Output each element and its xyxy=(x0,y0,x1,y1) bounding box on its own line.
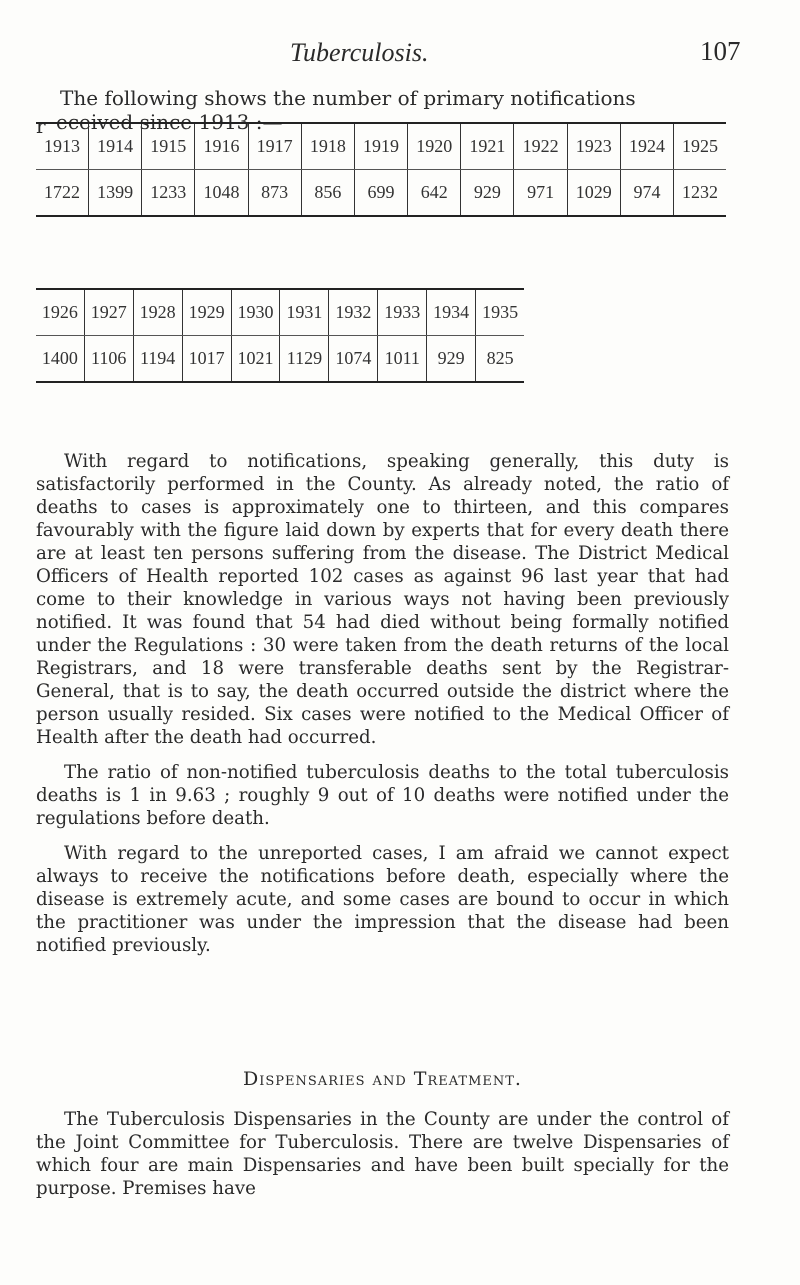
count-cell: 929 xyxy=(427,336,476,383)
year-cell: 1919 xyxy=(354,123,407,170)
count-cell: 1232 xyxy=(682,182,719,202)
running-title: Tuberculosis. xyxy=(290,38,429,67)
notifications-table-1913-1925 xyxy=(36,122,726,217)
running-head xyxy=(0,30,800,66)
count-cell: 825 xyxy=(486,348,514,368)
year-cell: 1926 xyxy=(36,289,84,336)
intro-line-2: eceived since 1913 :— xyxy=(56,110,283,134)
section-heading: Dispensaries and Treatment. xyxy=(243,1068,522,1090)
count-cell: 873 xyxy=(248,170,301,217)
count-cell: 1722 xyxy=(36,170,88,217)
count-cell: 1048 xyxy=(195,170,248,217)
count-cell: 1400 xyxy=(36,336,84,383)
paragraph: With regard to notifications, speaking generally, this duty is satisfactorily performed in the County. As already noted, the ratio of deaths to cases is approximately one to thirteen, and this compares favourably with the figure laid down by experts that for every death there are at least ten persons suffering from the disease. The District Medical Officers of Health reported 102 cases as against 96 last year that had come to their knowledge in various ways not having been previously notified. It was found that 54 had died without being formally notified under the Regulations : 30 were taken from the death returns of the local Registrars, and 18 were transferable deaths sent by the Registrar-General, that is to say, the death occurred outside the district where the person usually resided. Six cases were notified to the Medical Officer of Health after the death had occurred. xyxy=(36,451,729,748)
notifications-table-1926-1935 xyxy=(36,288,524,383)
count-cell: 1233 xyxy=(142,170,195,217)
year-cell: 1923 xyxy=(567,123,620,170)
year-cell: 1930 xyxy=(231,289,280,336)
count-cell: 1399 xyxy=(88,170,141,217)
year-cell: 1932 xyxy=(329,289,378,336)
paragraph: The ratio of non-notified tuberculosis deaths to the total tuberculosis deaths is 1 in 9.63 ; roughly 9 out of 10 deaths were notified under the regulations before death. xyxy=(36,762,729,829)
body-text xyxy=(36,450,729,969)
year-cell: 1922 xyxy=(514,123,567,170)
year-cell: 1935 xyxy=(476,289,524,336)
count-cell: 974 xyxy=(620,170,673,217)
year-cell: 1921 xyxy=(461,123,514,170)
page-number: 107 xyxy=(700,36,741,66)
year-cell: 1928 xyxy=(133,289,182,336)
count-cell: 1011 xyxy=(378,336,427,383)
section-body xyxy=(36,1108,729,1212)
year-cell: 1927 xyxy=(84,289,133,336)
table-row-counts xyxy=(36,170,726,217)
count-cell: 1074 xyxy=(329,336,378,383)
count-cell: 1129 xyxy=(280,336,329,383)
count-cell: 1194 xyxy=(133,336,182,383)
table-row-counts xyxy=(36,336,524,383)
count-cell: 929 xyxy=(461,170,514,217)
intro-stray-letter: r xyxy=(36,114,46,138)
count-cell: 699 xyxy=(354,170,407,217)
count-cell: 1029 xyxy=(567,170,620,217)
count-cell: 1106 xyxy=(84,336,133,383)
year-cell: 1931 xyxy=(280,289,329,336)
paragraph: The Tuberculosis Dispensaries in the County are under the control of the Joint Committee for Tuberculosis. There are twelve Dispensaries of which four are main Dispensaries and have been built specially for the purpose. Premises have xyxy=(36,1109,729,1199)
count-cell: 1017 xyxy=(182,336,231,383)
year-cell: 1924 xyxy=(620,123,673,170)
paragraph: With regard to the unreported cases, I am afraid we cannot expect always to receive the notifications before death, especially where the disease is extremely acute, and some cases are bound to occur in which the practitioner was under the impression that the disease had been notified previously. xyxy=(36,843,729,956)
year-cell: 1918 xyxy=(301,123,354,170)
year-cell: 1915 xyxy=(142,123,195,170)
year-cell: 1920 xyxy=(408,123,461,170)
year-cell: 1934 xyxy=(427,289,476,336)
year-cell: 1916 xyxy=(195,123,248,170)
table-row-years xyxy=(36,123,726,170)
count-cell: 642 xyxy=(408,170,461,217)
count-cell: 856 xyxy=(301,170,354,217)
year-cell: 1925 xyxy=(674,123,726,170)
year-cell: 1917 xyxy=(248,123,301,170)
intro-line-1: The following shows the number of primary notifications xyxy=(60,86,636,110)
table-row-years xyxy=(36,289,524,336)
year-cell: 1929 xyxy=(182,289,231,336)
count-cell: 1021 xyxy=(231,336,280,383)
year-cell: 1914 xyxy=(88,123,141,170)
year-cell: 1933 xyxy=(378,289,427,336)
year-cell: 1913 xyxy=(36,123,88,170)
count-cell: 971 xyxy=(514,170,567,217)
